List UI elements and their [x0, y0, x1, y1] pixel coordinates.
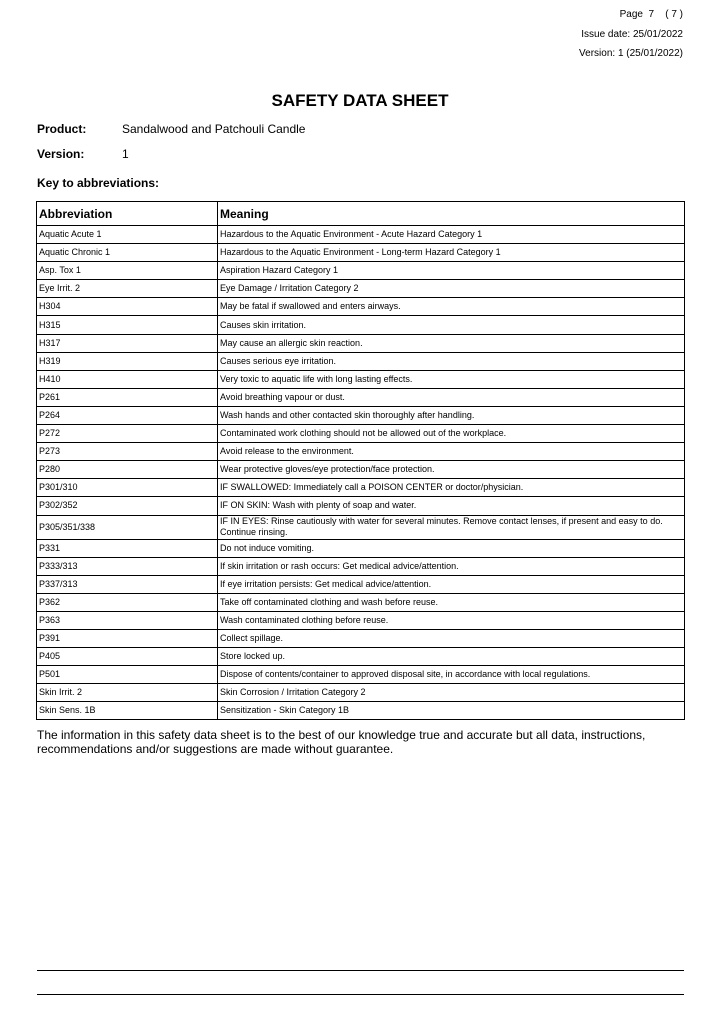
table-row — [37, 629, 685, 647]
abbreviation-cell: P333/313 — [37, 557, 218, 575]
abbreviation-cell: Eye Irrit. 2 — [37, 280, 218, 298]
abbreviation-cell: Skin Sens. 1B — [37, 702, 218, 720]
meaning-cell: Dispose of contents/container to approved disposal site, in accordance with local regulations. — [218, 666, 685, 684]
abbreviation-cell: Aquatic Chronic 1 — [37, 244, 218, 262]
version-value: 1 — [122, 147, 129, 161]
version-label: Version: — [37, 147, 85, 161]
abbreviation-cell: P280 — [37, 461, 218, 479]
meaning-cell: IF SWALLOWED: Immediately call a POISON CENTER or doctor/physician. — [218, 479, 685, 497]
table-row — [37, 593, 685, 611]
footer-divider-top — [37, 970, 684, 971]
meaning-cell: If eye irritation persists: Get medical advice/attention. — [218, 575, 685, 593]
abbreviation-cell: P272 — [37, 425, 218, 443]
meaning-cell: Do not induce vomiting. — [218, 539, 685, 557]
meaning-cell: Very toxic to aquatic life with long lasting effects. — [218, 370, 685, 388]
abbreviation-cell: Skin Irrit. 2 — [37, 684, 218, 702]
table-header-row — [37, 202, 685, 226]
meaning-cell: May cause an allergic skin reaction. — [218, 334, 685, 352]
meaning-cell: Sensitization - Skin Category 1B — [218, 702, 685, 720]
abbreviation-cell: Asp. Tox 1 — [37, 262, 218, 280]
version-row — [37, 147, 129, 161]
meaning-cell: Hazardous to the Aquatic Environment - Acute Hazard Category 1 — [218, 226, 685, 244]
disclaimer-text: The information in this safety data sheet is to the best of our knowledge true and accurate but all data, instructions, recommendations and/or suggestions are made without guarantee. — [37, 728, 646, 756]
abbreviation-cell: H319 — [37, 352, 218, 370]
abbreviation-cell: H410 — [37, 370, 218, 388]
abbreviation-cell: Aquatic Acute 1 — [37, 226, 218, 244]
table-row — [37, 226, 685, 244]
table-row — [37, 244, 685, 262]
meaning-cell: Causes skin irritation. — [218, 316, 685, 334]
abbreviation-cell: H304 — [37, 298, 218, 316]
footer-divider-bottom — [37, 994, 684, 995]
meaning-cell: Contaminated work clothing should not be allowed out of the workplace. — [218, 425, 685, 443]
table-row — [37, 611, 685, 629]
abbreviation-cell: P363 — [37, 611, 218, 629]
abbreviation-cell: P305/351/338 — [37, 515, 218, 539]
abbreviations-table — [36, 201, 685, 720]
abbreviation-cell: P273 — [37, 443, 218, 461]
product-row — [37, 122, 305, 136]
table-row — [37, 666, 685, 684]
table-row — [37, 648, 685, 666]
meaning-cell: Aspiration Hazard Category 1 — [218, 262, 685, 280]
abbreviation-cell: P301/310 — [37, 479, 218, 497]
column-header-meaning: Meaning — [218, 202, 685, 226]
meaning-cell: Avoid breathing vapour or dust. — [218, 388, 685, 406]
meaning-cell: Wash contaminated clothing before reuse. — [218, 611, 685, 629]
abbreviation-cell: P337/313 — [37, 575, 218, 593]
document-title: SAFETY DATA SHEET — [271, 91, 449, 110]
table-row — [37, 575, 685, 593]
meaning-cell: IF ON SKIN: Wash with plenty of soap and water. — [218, 497, 685, 515]
issue-date: Issue date: 25/01/2022 — [581, 29, 683, 40]
abbreviation-cell: P362 — [37, 593, 218, 611]
abbreviation-cell: P405 — [37, 648, 218, 666]
meaning-cell: Wash hands and other contacted skin thoroughly after handling. — [218, 406, 685, 424]
table-row — [37, 461, 685, 479]
product-value: Sandalwood and Patchouli Candle — [122, 122, 306, 136]
table-row — [37, 539, 685, 557]
table-row — [37, 479, 685, 497]
table-row — [37, 334, 685, 352]
table-row — [37, 443, 685, 461]
meaning-cell: Avoid release to the environment. — [218, 443, 685, 461]
meaning-cell: May be fatal if swallowed and enters airways. — [218, 298, 685, 316]
table-row — [37, 298, 685, 316]
meaning-cell: Hazardous to the Aquatic Environment - Long-term Hazard Category 1 — [218, 244, 685, 262]
key-heading: Key to abbreviations: — [37, 176, 160, 190]
abbreviation-cell: H315 — [37, 316, 218, 334]
table-row — [37, 388, 685, 406]
table-row — [37, 425, 685, 443]
table-row — [37, 557, 685, 575]
meaning-cell: Store locked up. — [218, 648, 685, 666]
table-row — [37, 515, 685, 539]
column-header-abbreviation: Abbreviation — [37, 202, 218, 226]
abbreviation-cell: P331 — [37, 539, 218, 557]
product-label: Product: — [37, 122, 87, 136]
page-number: Page 7 ( 7 ) — [619, 9, 683, 20]
table-row — [37, 280, 685, 298]
meaning-cell: If skin irritation or rash occurs: Get medical advice/attention. — [218, 557, 685, 575]
abbreviation-cell: P302/352 — [37, 497, 218, 515]
table-row — [37, 684, 685, 702]
meaning-cell: Causes serious eye irritation. — [218, 352, 685, 370]
meaning-cell: Collect spillage. — [218, 629, 685, 647]
meaning-cell: IF IN EYES: Rinse cautiously with water for several minutes. Remove contact lenses, if present and easy to do. Continue rinsing. — [218, 515, 685, 539]
table-row — [37, 702, 685, 720]
meaning-cell: Take off contaminated clothing and wash before reuse. — [218, 593, 685, 611]
abbreviation-cell: P264 — [37, 406, 218, 424]
meaning-cell: Skin Corrosion / Irritation Category 2 — [218, 684, 685, 702]
table-row — [37, 406, 685, 424]
table-row — [37, 370, 685, 388]
table-row — [37, 262, 685, 280]
abbreviation-cell: P261 — [37, 388, 218, 406]
table-body — [37, 226, 685, 720]
table-row — [37, 497, 685, 515]
version-info: Version: 1 (25/01/2022) — [579, 48, 683, 59]
table-row — [37, 316, 685, 334]
meaning-cell: Eye Damage / Irritation Category 2 — [218, 280, 685, 298]
abbreviation-cell: P501 — [37, 666, 218, 684]
abbreviation-cell: H317 — [37, 334, 218, 352]
abbreviation-cell: P391 — [37, 629, 218, 647]
meaning-cell: Wear protective gloves/eye protection/face protection. — [218, 461, 685, 479]
table-row — [37, 352, 685, 370]
